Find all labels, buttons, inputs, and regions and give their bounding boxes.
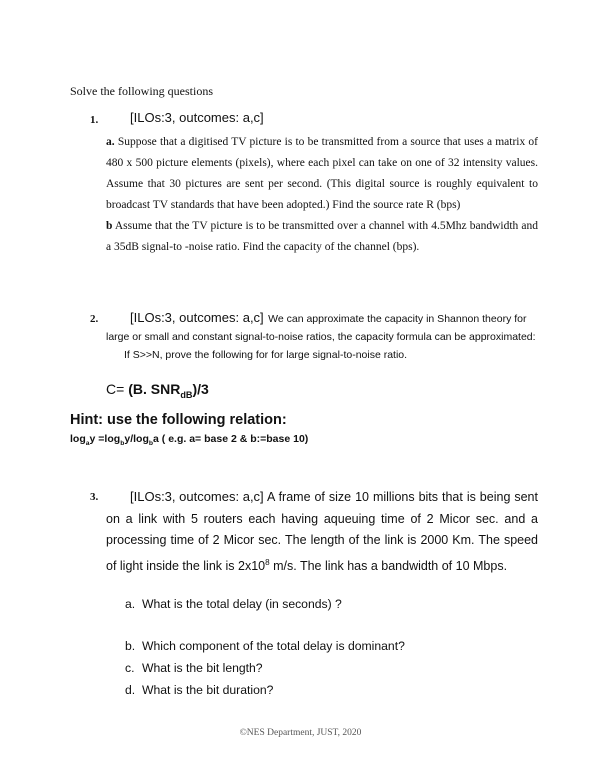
list-item-text: What is the bit length? (142, 661, 263, 675)
formula-subscript: dB (180, 389, 193, 400)
list-item (125, 639, 405, 653)
question-2-first-line (130, 309, 527, 327)
list-item (125, 597, 342, 611)
capacity-formula (106, 381, 209, 400)
hint-sub-b2: b (148, 440, 154, 448)
question-3-ilo: [ILOs:3, outcomes: a,c] (130, 489, 264, 504)
question-3-body (106, 486, 538, 577)
hint-mid2: y/log (124, 433, 149, 445)
hint-tail: a ( e.g. a= base 2 & b:=base 10) (153, 433, 309, 445)
hint-log: log (70, 433, 86, 445)
question-3-number: 3. (90, 491, 99, 503)
hint-mid1: y =log (89, 433, 121, 445)
part-a-label: a. (106, 136, 115, 148)
list-item-letter: a. (125, 597, 136, 611)
list-item-letter: d. (125, 683, 136, 697)
question-3-exponent: 8 (265, 557, 270, 567)
list-item-letter: b. (125, 639, 136, 653)
page-footer: ©NES Department, JUST, 2020 (239, 728, 362, 738)
question-1-body (106, 132, 538, 258)
list-item (125, 661, 263, 675)
question-3-text-post: m/s. The link has a bandwidth of 10 Mbps. (269, 558, 508, 573)
question-1-part-a (106, 132, 538, 216)
formula-prefix: C= (106, 381, 129, 397)
part-b-label: b (106, 220, 113, 232)
hint-sub-b1: b (120, 440, 125, 448)
question-2-text-line2: large or small and constant signal-to-noise ratios, the capacity formula can be approximated: (106, 331, 536, 343)
hint-relation (70, 433, 308, 447)
list-item-text: What is the total delay (in seconds) ? (142, 597, 342, 611)
part-a-text: Suppose that a digitised TV picture is to be transmitted from a source that uses a matrix of 480 x 500 picture elements (pixels), where each pixel can take on one of 32 intensity values. Assume that 30 pictures are sent per second. (This digital source is roughly equivalent to broadcast TV standards that have been adopted.) Find the source rate R (bps) (106, 136, 539, 211)
hint-title: Hint: use the following relation: (70, 412, 287, 428)
list-item-letter: c. (125, 661, 135, 675)
question-1-ilo: [ILOs:3, outcomes: a,c] (130, 110, 264, 125)
question-2-text-line3: If S>>N, prove the following for for large signal-to-noise ratio. (124, 349, 408, 361)
question-2-ilo: [ILOs:3, outcomes: a,c] (130, 310, 264, 325)
question-2-text-line1: We can approximate the capacity in Shannon theory for (268, 313, 527, 325)
list-item-text: Which component of the total delay is dominant? (142, 639, 405, 653)
formula-bold: (B. SNR (128, 381, 181, 397)
question-2-number: 2. (90, 313, 99, 325)
list-item-text: What is the bit duration? (142, 683, 274, 697)
question-1-part-b (106, 216, 538, 258)
hint-sub-a: a (85, 440, 90, 448)
list-item (125, 683, 273, 697)
question-3-text-pre: A frame of size 10 millions bits that is being sent on a link with 5 routers each having aqueuing time of 2 Micor sec. and a processing time of 2 Micor sec. The length of the link is 2000 Km. The speed of light inside the link is 2x10 (106, 490, 538, 573)
part-b-text: Assume that the TV picture is to be transmitted over a channel with 4.5Mhz bandwidth and a 35dB signal-to -noise ratio. Find the capacity of the channel (bps). (106, 220, 539, 253)
intro-text: Solve the following questions (70, 84, 213, 98)
formula-suffix: )/3 (192, 381, 209, 397)
question-1-number: 1. (90, 114, 99, 126)
